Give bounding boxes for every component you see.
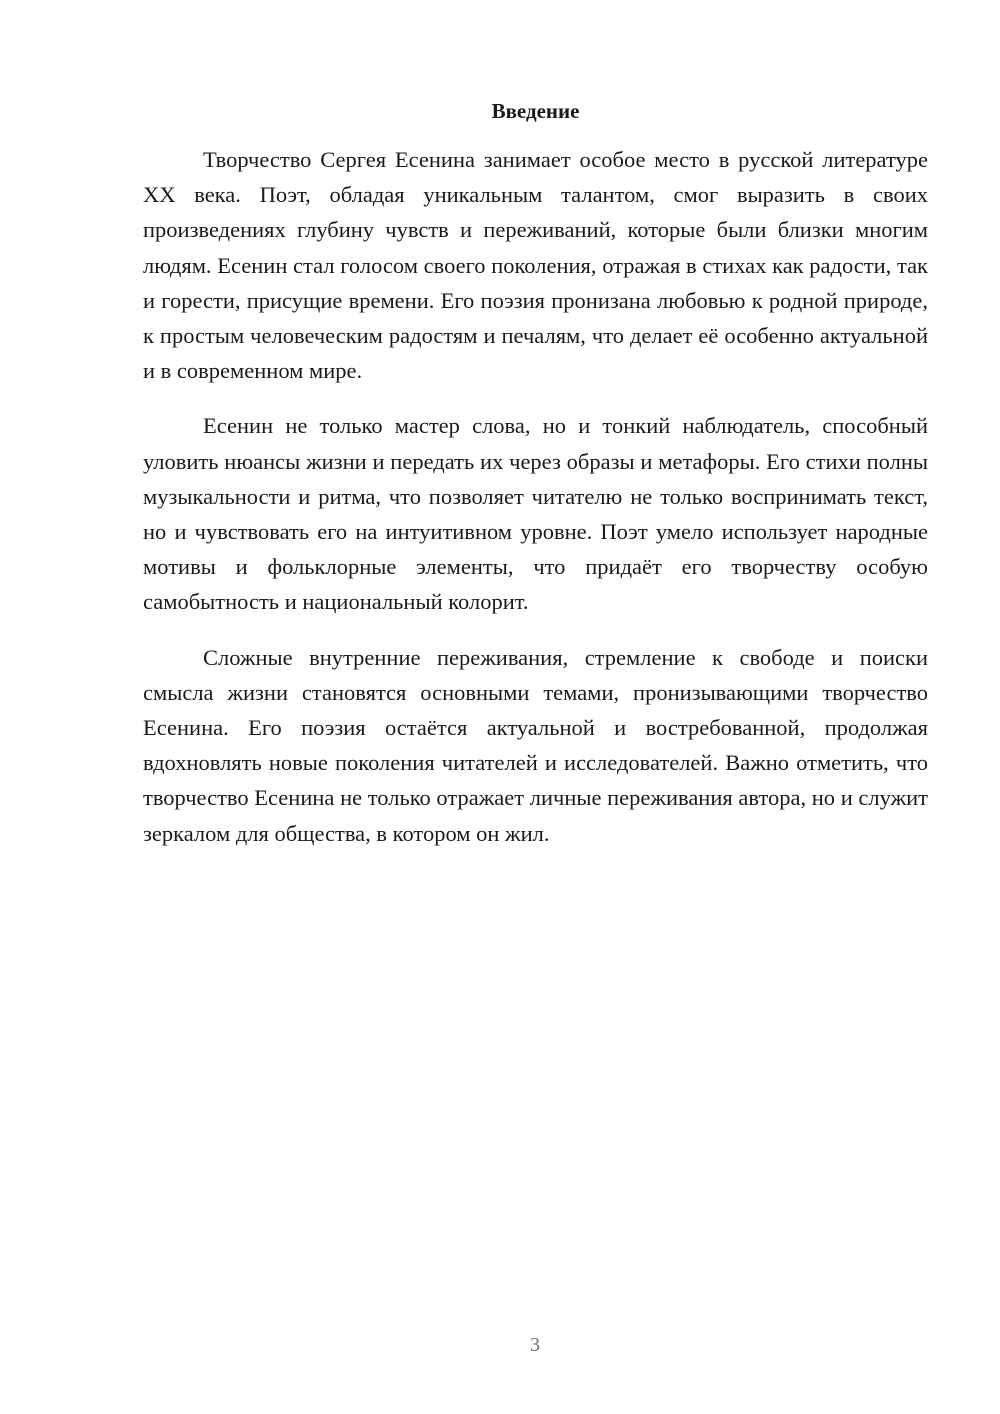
section-title: Введение <box>491 99 580 123</box>
body-text <box>143 142 928 871</box>
page-number: 3 <box>530 1334 540 1356</box>
paragraph-2: Есенин не только мастер слова, но и тонкий наблюдатель, способный уловить нюансы жизни и передать их через образы и метафоры. Его стихи полны музыкальности и ритма, что позволяет читателю не только воспринимать текст, но и чувствовать его на интуитивном уровне. Поэт умело использует народные мотивы и фольклорные элементы, что придаёт его творчеству особую самобытность и национальный колорит. <box>143 413 928 615</box>
paragraph-3: Сложные внутренние переживания, стремление к свободе и поиски смысла жизни становятся основными темами, пронизывающими творчество Есенина. Его поэзия остаётся актуальной и востребованной, продолжая вдохновлять новые поколения читателей и исследователей. Важно отметить, что творчество Есенина не только отражает личные переживания автора, но и служит зеркалом для общества, в котором он жил. <box>143 644 928 846</box>
paragraph-1: Творчество Сергея Есенина занимает особое место в русской литературе XX века. Поэт, обладая уникальным талантом, смог выразить в своих произведениях глубину чувств и переживаний, которые были близки многим людям. Есенин стал голосом своего поколения, отражая в стихах как радости, так и горести, присущие времени. Его поэзия пронизана любовью к родной природе, к простым человеческим радостям и печалям, что делает её особенно актуальной и в современном мире. <box>143 147 928 384</box>
